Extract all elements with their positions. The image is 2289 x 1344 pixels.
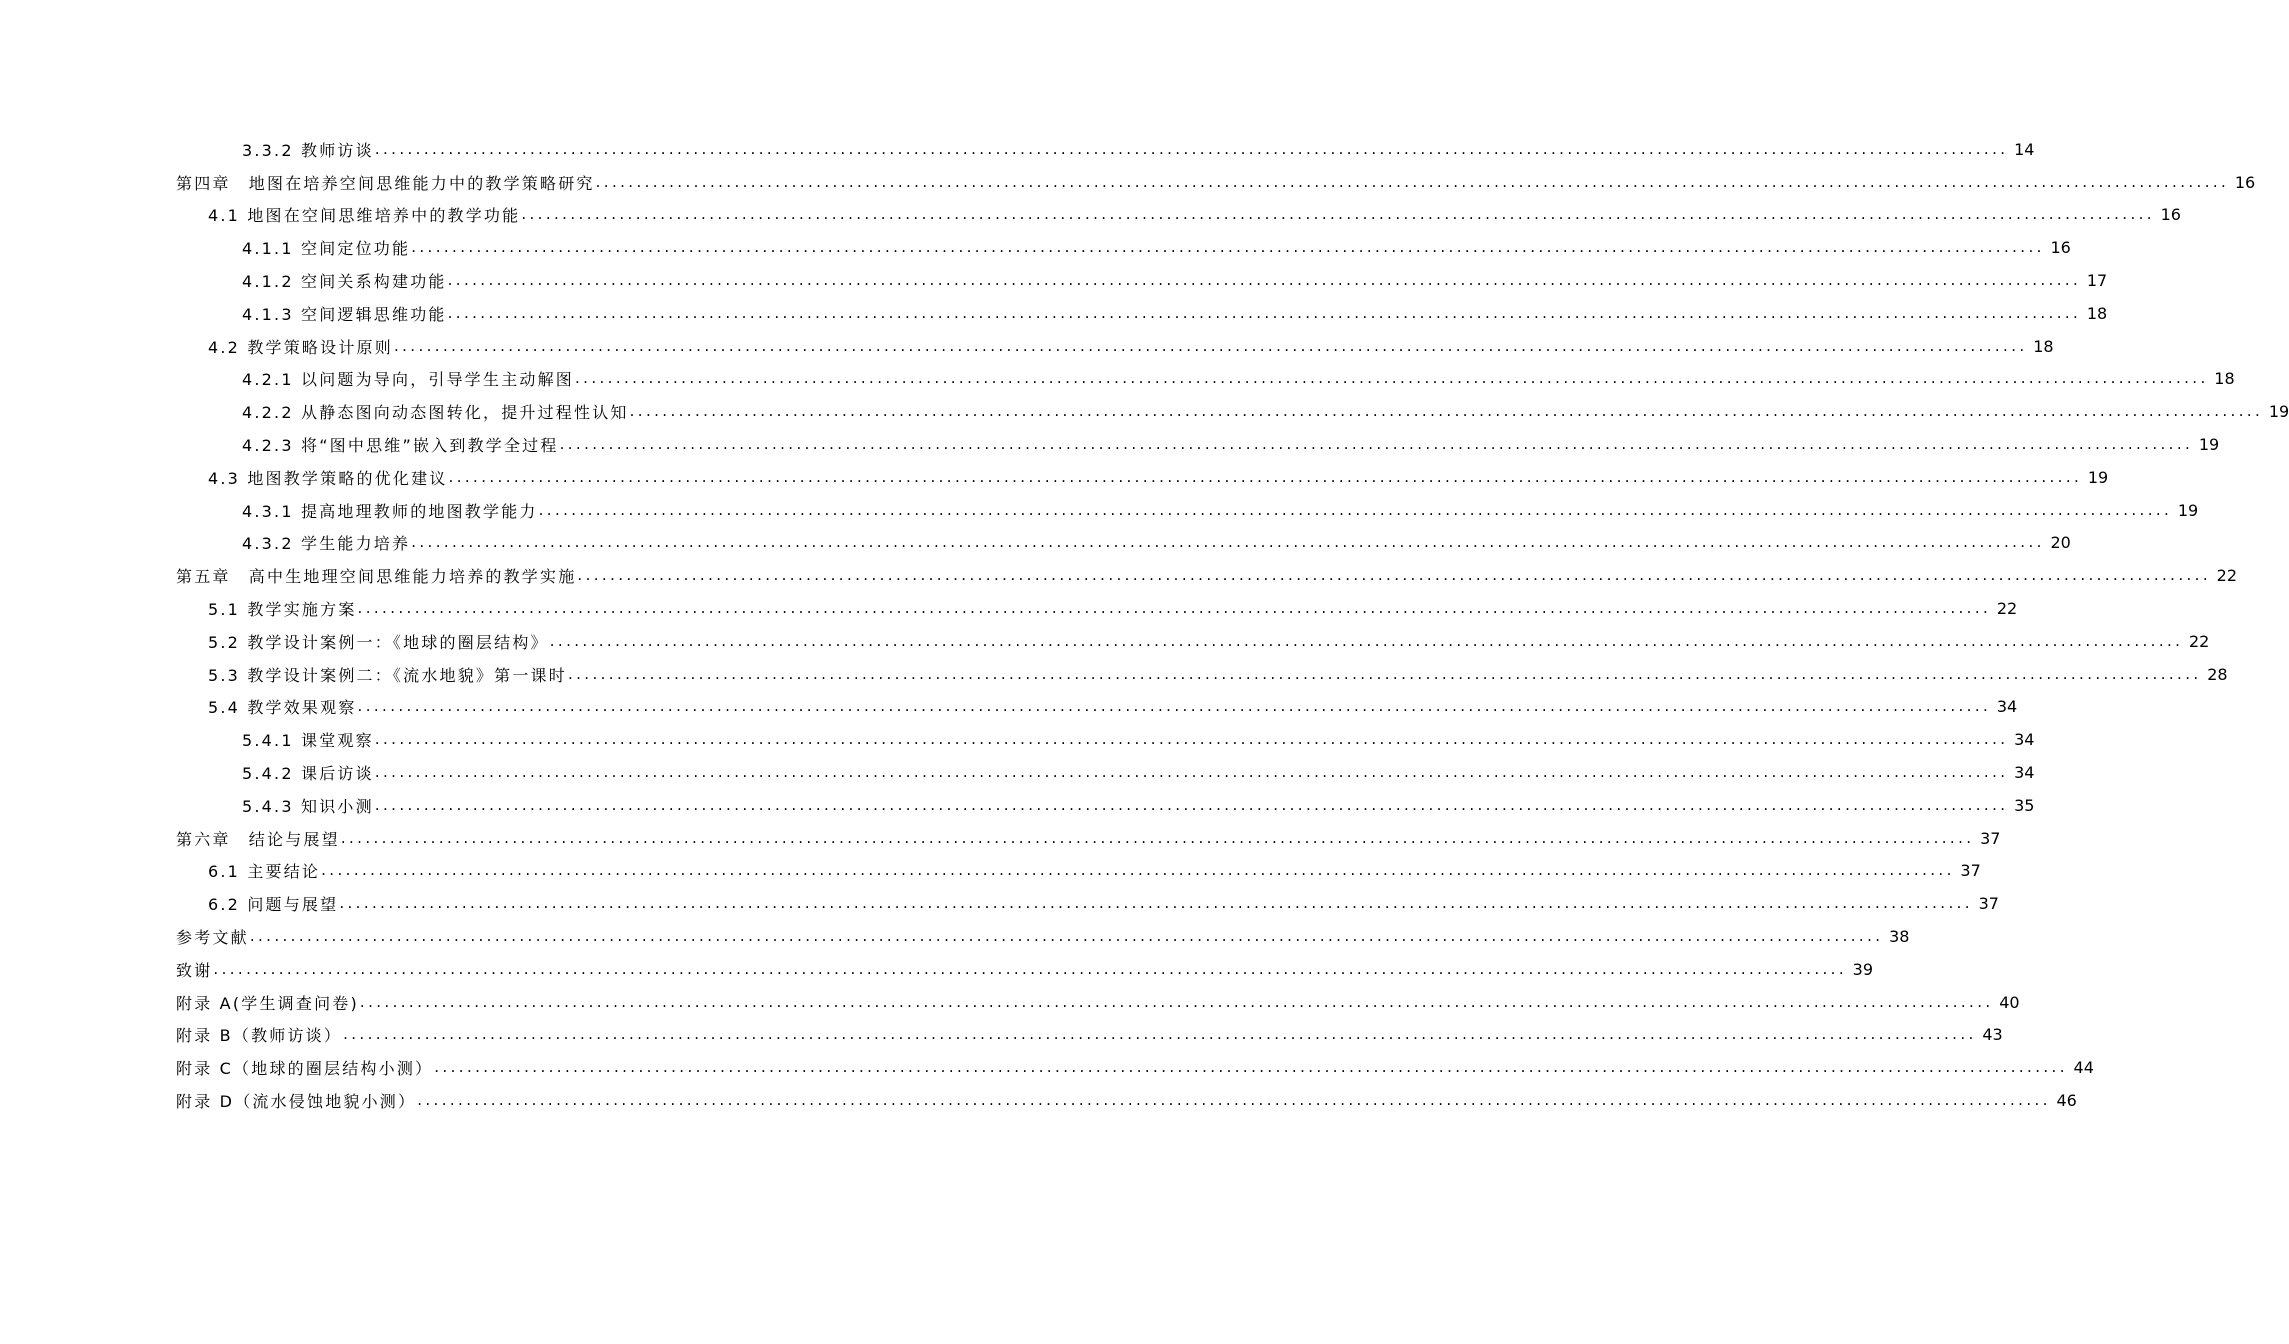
toc-entry[interactable] (0, 133, 2035, 166)
dot-leader: ........................................................................................................................................................................................................ (448, 467, 2083, 486)
toc-entry-title: 第五章 高中生地理空间思维能力培养的教学实施 (176, 564, 576, 587)
toc-entry-title: 附录 D（流水侵蚀地貌小测） (176, 1089, 416, 1112)
toc-entry-title: 4.2.1 以问题为导向，引导学生主动解图 (242, 367, 574, 390)
toc-entry[interactable] (0, 756, 2035, 789)
dot-leader: ........................................................................................................................................................................................................ (359, 992, 1994, 1011)
toc-entry-title: 4.1 地图在空间思维培养中的教学功能 (208, 203, 520, 226)
table-of-contents (0, 133, 2289, 1117)
toc-entry[interactable] (0, 1019, 2003, 1052)
toc-entry-title: 4.3 地图教学策略的优化建议 (208, 466, 448, 489)
toc-entry[interactable] (0, 625, 2210, 658)
toc-entry-title: 5.1 教学实施方案 (208, 597, 357, 620)
toc-entry-page: 35 (2014, 795, 2035, 815)
toc-entry[interactable] (0, 166, 2256, 199)
toc-entry-title: 附录 A(学生调查问卷) (176, 991, 359, 1014)
toc-entry-title: 5.2 教学设计案例一：《地球的圈层结构》 (208, 630, 549, 653)
toc-entry[interactable] (0, 855, 1981, 888)
toc-entry-title: 4.2 教学策略设计原则 (208, 335, 393, 358)
dot-leader: ........................................................................................................................................................................................................ (411, 533, 2045, 552)
toc-entry[interactable] (0, 953, 1874, 986)
dot-leader: ........................................................................................................................................................................................................ (538, 500, 2173, 519)
toc-entry[interactable] (0, 461, 2109, 494)
dot-leader: ........................................................................................................................................................................................................ (321, 861, 1955, 880)
dot-leader: ........................................................................................................................................................................................................ (340, 828, 1975, 847)
dot-leader: ........................................................................................................................................................................................................ (629, 402, 2264, 421)
toc-entry-page: 20 (2050, 533, 2071, 553)
dot-leader: ........................................................................................................................................................................................................ (447, 271, 2082, 290)
dot-leader: ........................................................................................................................................................................................................ (374, 730, 2009, 749)
toc-entry-page: 16 (2234, 172, 2256, 192)
toc-entry-page: 18 (2086, 303, 2108, 323)
toc-entry[interactable] (0, 559, 2238, 592)
toc-entry-page: 28 (2207, 664, 2228, 684)
dot-leader: ........................................................................................................................................................................................................ (374, 763, 2009, 782)
dot-leader: ........................................................................................................................................................................................................ (249, 927, 1884, 946)
toc-entry-title: 4.1.1 空间定位功能 (242, 236, 410, 259)
toc-entry-title: 5.4.3 知识小测 (242, 794, 374, 817)
toc-entry-page: 34 (2014, 730, 2035, 750)
dot-leader: ........................................................................................................................................................................................................ (595, 172, 2230, 191)
toc-entry-page: 14 (2014, 139, 2035, 159)
dot-leader: ........................................................................................................................................................................................................ (567, 664, 2202, 683)
toc-entry[interactable] (0, 887, 1999, 920)
toc-entry-page: 18 (2033, 336, 2054, 356)
toc-entry-title: 4.2.3 将“图中思维”嵌入到教学全过程 (242, 433, 559, 456)
toc-entry-title: 第四章 地图在培养空间思维能力中的教学策略研究 (176, 171, 595, 194)
toc-entry-page: 40 (1999, 992, 2020, 1012)
toc-entry-title: 6.2 问题与展望 (208, 892, 338, 915)
dot-leader: ........................................................................................................................................................................................................ (521, 205, 2155, 224)
dot-leader: ........................................................................................................................................................................................................ (577, 566, 2212, 585)
dot-leader: ........................................................................................................................................................................................................ (549, 631, 2184, 650)
toc-entry[interactable] (0, 527, 2071, 560)
toc-entry[interactable] (0, 1051, 2094, 1084)
dot-leader: ........................................................................................................................................................................................................ (417, 1091, 2051, 1109)
toc-entry-page: 37 (1960, 861, 1981, 881)
toc-entry-page: 46 (2056, 1091, 2077, 1110)
toc-entry-page: 22 (1996, 599, 2018, 619)
toc-entry-title: 5.4 教学效果观察 (208, 695, 357, 718)
toc-entry[interactable] (0, 199, 2181, 232)
toc-entry-page: 16 (2160, 205, 2181, 225)
toc-entry[interactable] (0, 1084, 2077, 1117)
toc-entry[interactable] (0, 494, 2199, 527)
dot-leader: ........................................................................................................................................................................................................ (213, 959, 1848, 978)
toc-entry-title: 5.4.1 课堂观察 (242, 728, 374, 751)
toc-entry[interactable] (0, 428, 2220, 461)
toc-entry-title: 4.2.2 从静态图向动态图转化，提升过程性认知 (242, 400, 629, 423)
toc-entry[interactable] (0, 822, 2001, 855)
dot-leader: ........................................................................................................................................................................................................ (339, 894, 1973, 913)
toc-entry-page: 37 (1980, 828, 2001, 848)
toc-entry[interactable] (0, 592, 2018, 625)
toc-entry-page: 44 (2073, 1058, 2094, 1078)
dot-leader: ........................................................................................................................................................................................................ (575, 369, 2209, 388)
toc-entry-page: 38 (1889, 927, 1910, 947)
dot-leader: ........................................................................................................................................................................................................ (393, 336, 2028, 355)
toc-entry-title: 附录 B（教师访谈） (176, 1023, 342, 1046)
toc-entry-title: 附录 C（地球的圈层结构小测） (176, 1056, 433, 1079)
toc-entry-title: 4.3.1 提高地理教师的地图教学能力 (242, 499, 538, 522)
toc-entry-page: 34 (2014, 763, 2035, 783)
toc-entry-page: 34 (1996, 697, 2018, 717)
toc-entry[interactable] (0, 986, 2020, 1019)
toc-entry-title: 致谢 (176, 958, 212, 981)
toc-entry-page: 43 (1982, 1025, 2003, 1045)
toc-entry-title: 参考文献 (176, 925, 249, 948)
dot-leader: ........................................................................................................................................................................................................ (357, 697, 1992, 716)
dot-leader: ........................................................................................................................................................................................................ (434, 1058, 2068, 1077)
dot-leader: ........................................................................................................................................................................................................ (411, 238, 2045, 257)
toc-entry[interactable] (0, 297, 2108, 330)
toc-entry[interactable] (0, 330, 2054, 363)
toc-entry-page: 16 (2050, 238, 2071, 258)
dot-leader: ........................................................................................................................................................................................................ (357, 599, 1992, 618)
toc-entry[interactable] (0, 691, 2018, 724)
dot-leader: ........................................................................................................................................................................................................ (374, 795, 2009, 814)
toc-entry-page: 17 (2086, 271, 2108, 291)
toc-entry-page: 22 (2216, 566, 2238, 586)
toc-entry-title: 4.3.2 学生能力培养 (242, 531, 410, 554)
toc-entry[interactable] (0, 920, 1910, 953)
toc-entry-title: 4.1.2 空间关系构建功能 (242, 269, 447, 292)
dot-leader: ........................................................................................................................................................................................................ (559, 435, 2194, 454)
toc-entry-page: 37 (1978, 894, 1999, 914)
toc-entry-page: 19 (2198, 435, 2220, 455)
toc-entry[interactable] (0, 395, 2289, 428)
toc-entry-title: 第六章 结论与展望 (176, 827, 340, 850)
toc-entry-title: 6.1 主要结论 (208, 859, 320, 882)
toc-entry-page: 18 (2214, 369, 2235, 389)
toc-entry-page: 22 (2189, 631, 2210, 651)
toc-entry-page: 19 (2177, 500, 2199, 520)
toc-entry[interactable] (0, 658, 2228, 691)
toc-entry[interactable] (0, 363, 2235, 396)
toc-entry-page: 39 (1852, 959, 1874, 979)
toc-entry[interactable] (0, 264, 2108, 297)
toc-entry[interactable] (0, 723, 2035, 756)
dot-leader: ........................................................................................................................................................................................................ (374, 139, 2009, 158)
toc-entry-title: 5.4.2 课后访谈 (242, 761, 374, 784)
toc-entry-title: 3.3.2 教师访谈 (242, 138, 374, 161)
toc-entry-page: 19 (2087, 467, 2109, 487)
toc-entry[interactable] (0, 231, 2071, 264)
dot-leader: ........................................................................................................................................................................................................ (447, 303, 2082, 322)
toc-entry[interactable] (0, 789, 2035, 822)
dot-leader: ........................................................................................................................................................................................................ (343, 1025, 1977, 1044)
toc-entry-page: 19 (2268, 402, 2289, 422)
toc-entry-title: 5.3 教学设计案例二：《流水地貌》第一课时 (208, 663, 567, 686)
toc-entry-title: 4.1.3 空间逻辑思维功能 (242, 302, 447, 325)
